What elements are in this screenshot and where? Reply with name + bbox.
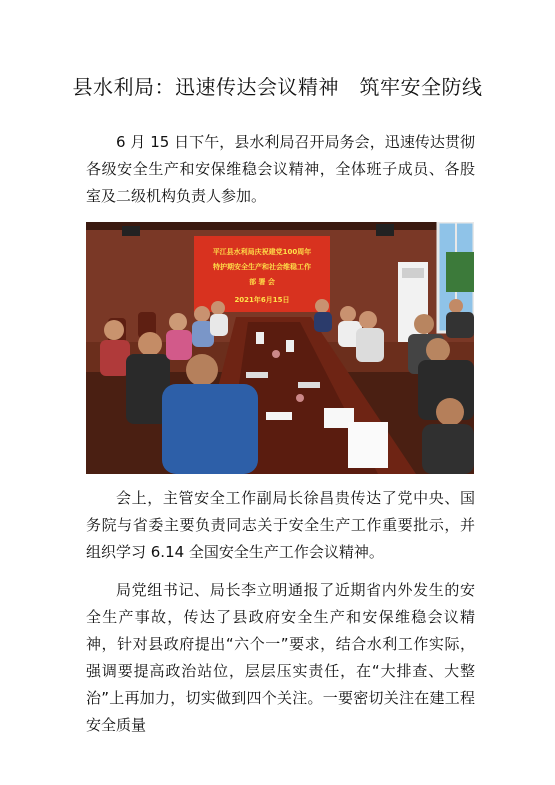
paragraph-deputy-director: 会上，主管安全工作副局长徐昌贵传达了党中央、国务院与省委主要负责同志关于安全生产工作重要批示，并组织学习 6.14 全国安全生产工作会议精神。	[86, 489, 475, 561]
paragraph-director: 局党组书记、局长李立明通报了近期省内外发生的安全生产事故，传达了县政府安全生产和安保维稳会议精神，针对县政府提出“六个一”要求，结合水利工作实际，强调要提高政治站位，层层压实责任，在“大排查、大整治”上再加力，切实做到四个关注。一要密切关注在建工程安全质量	[86, 581, 475, 734]
banner-line-4: 2021年6月15日	[234, 296, 290, 304]
banner-line-1: 平江县水利局庆祝建党100周年	[212, 248, 312, 256]
paragraph-intro: 6 月 15 日下午，县水利局召开局务会，迅速传达贯彻各级安全生产和安保维稳会议精神，全体班子成员、各股室及二级机构负责人参加。	[86, 133, 475, 205]
meeting-photo	[86, 222, 474, 474]
banner-line-2: 特护期安全生产和社会维稳工作	[213, 263, 311, 271]
article-title: 县水利局：迅速传达会议精神 筑牢安全防线	[72, 75, 483, 99]
banner-line-3: 部 署 会	[249, 278, 275, 286]
